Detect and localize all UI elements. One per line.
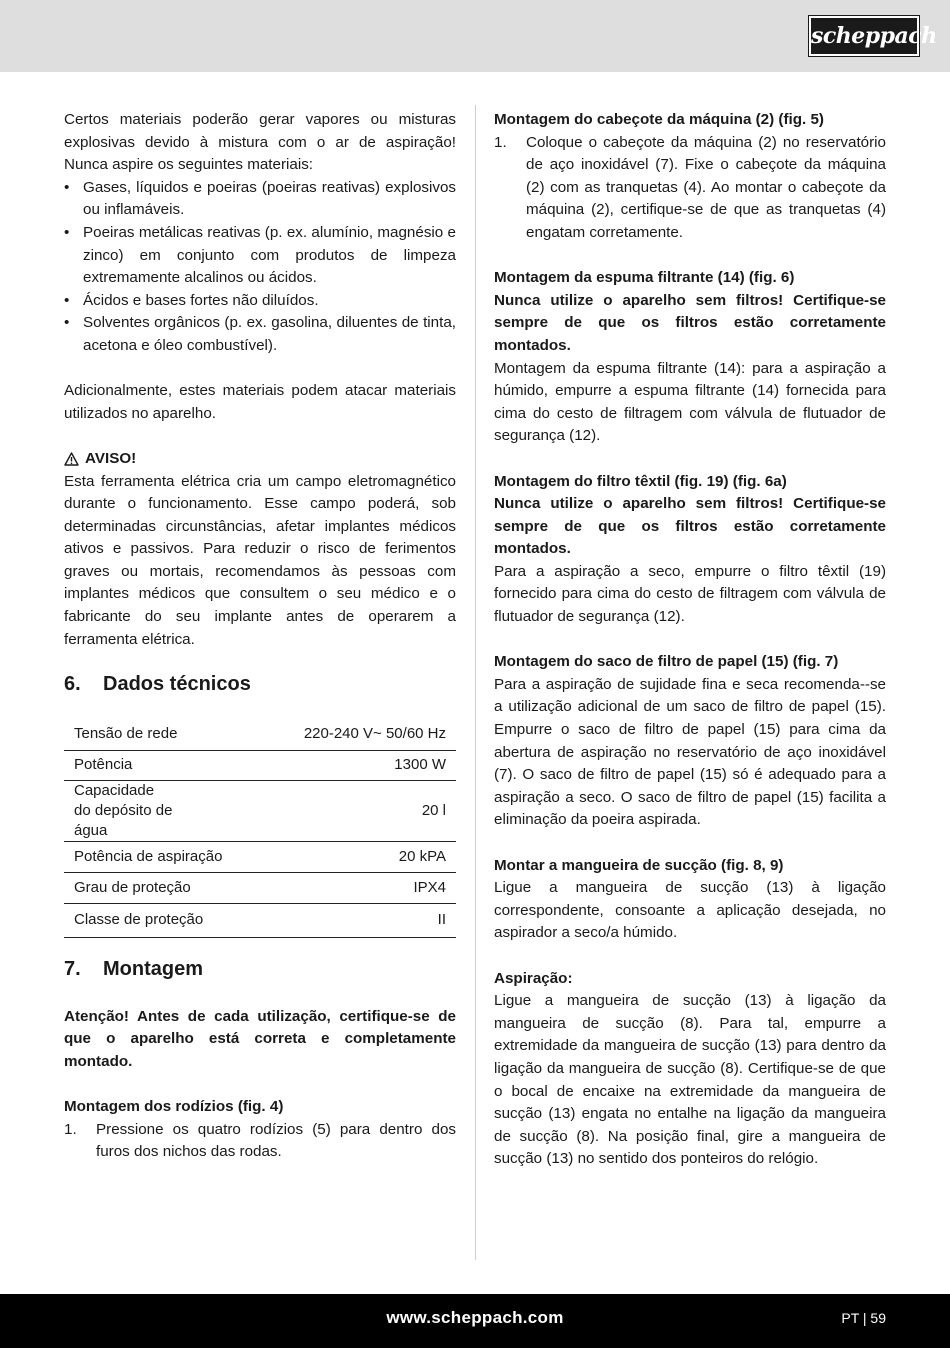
spec-label: Potência de aspiração [64,841,294,872]
spec-value: 220-240 V~ 50/60 Hz [294,718,456,750]
section-title: Montagem [103,958,203,981]
hose-heading: Montar a mangueira de sucção (fig. 8, 9) [494,856,784,874]
spec-table [64,718,456,938]
foam-heading: Montagem da espuma filtrante (14) (fig. 6) [494,269,795,287]
list-item [494,132,886,245]
spec-label: Potência [64,750,294,780]
hose-text: Ligue a mangueira de sucção (13) à ligação correspondente, consoante a aplicação desejada, no aspirador a seco/a húmido. [494,879,886,942]
right-column [494,109,886,1171]
website-link[interactable]: www.scheppach.com [386,1308,564,1327]
spec-label: Tensão de rede [64,718,294,750]
step-text: Pressione os quatro rodízios (5) para dentro dos furos dos nichos das rodas. [96,1120,456,1161]
suction-text: Ligue a mangueira de sucção (13) à ligação da mangueira de sucção (8). Para tal, empurre a extremidade da mangueira de sucção (13) para dentro da ligação da mangueira de sucção (8). Certifique-se de que o bocal de encaixe na extremidade da mangueira de sucção (13) engata no entalhe na ligação da mangueira de sucção (8). Na posição final, gire a mangueira de sucção (13) no sentido dos ponteiros do relógio. [494,992,886,1168]
textile-text: Para a aspiração a seco, empurre o filtro têxtil (19) fornecido para cima do cesto de filtragem com válvula de flutuador de segurança (12). [494,562,886,626]
head-heading: Montagem do cabeçote da máquina (2) (fig. 5) [494,111,824,128]
table-row [64,903,456,937]
section-heading-6 [64,670,456,698]
spec-value: 20 l [294,780,456,841]
wheels-steps [64,1119,456,1164]
paper-text: Para a aspiração de sujidade fina e seca recomenda--se a utilização adicional de um saco de filtro de papel (15). Empurre o saco de filtro de papel (15) para cima da abertura de aspiração no reservatório de aço inoxidável (7). O saco de filtro de papel (15) só é adequado para a aspiração a seco. O saco de filtro de papel (15) facilita a eliminação da poeira aspirada. [494,675,886,829]
left-column [64,109,456,1164]
brand-logo: scheppach [809,16,919,56]
table-row [64,718,456,750]
spec-value: IPX4 [294,872,456,903]
spec-value: 1300 W [294,750,456,780]
paper-heading: Montagem do saco de filtro de papel (15) (fig. 7) [494,653,839,671]
table-row [64,750,456,780]
list-item: • Ácidos e bases fortes não diluídos. [64,290,456,313]
step-number: 1. [494,133,507,151]
warning-text: Esta ferramenta elétrica cria um campo eletromagnético durante o funcionamento. Esse campo poderá, sob determinadas circunstâncias, afetar implantes médicos ativos e passivos. Para reduzir o risco de ferimentos graves ou mortais, recomendamos às pessoas com implantes médicos que consultem o seu médico e o fabricante do seu implante antes de operarem a ferramenta elétrica. [64,472,456,648]
table-row [64,841,456,872]
warning-icon [64,452,79,466]
list-item: • Solventes orgânicos (p. ex. gasolina, diluentes de tinta, acetona e óleo combustível). [64,312,456,357]
warning-heading [64,448,456,471]
hazard-list [64,177,456,358]
section-number: 7. [64,958,81,981]
list-item [64,1119,456,1164]
warning-title: AVISO! [85,449,137,467]
list-item: • Poeiras metálicas reativas (p. ex. alumínio, magnésio e zinco) em conjunto com produtos de limpeza extremamente alcalinos ou ácidos. [64,222,456,290]
additional-text: Adicionalmente, estes materiais podem atacar materiais utilizados no aparelho. [64,382,456,422]
table-row [64,780,456,841]
spec-value: II [294,903,456,937]
section-heading-7 [64,956,456,984]
step-text: Coloque o cabeçote da máquina (2) no reservatório de aço inoxidável (7). Fixe o cabeçote da máquina (2) com as tranquetas (4). Ao montar o cabeçote da máquina (2), certifique-se de que as tranquetas (4) engatam corretamente. [526,133,886,241]
foam-text: Montagem da espuma filtrante (14): para a aspiração a húmido, empurre a espuma filtrante (14) fornecida para cima do cesto de filtragem com válvula de flutuador de segurança (12). [494,359,886,445]
foam-warning: Nunca utilize o aparelho sem filtros! Certifique-se sempre de que os filtros estão corretamente montados. [494,291,886,354]
textile-warning: Nunca utilize o aparelho sem filtros! Certifique-se sempre de que os filtros estão corretamente montados. [494,495,886,558]
footer-bar [0,1294,950,1348]
section-title: Dados técnicos [103,672,251,695]
table-row [64,872,456,903]
suction-heading: Aspiração: [494,969,573,987]
textile-heading: Montagem do filtro têxtil (fig. 19) (fig. 6a) [494,472,787,490]
spec-label: Capacidade do depósito de água [64,780,294,841]
page-number: PT | 59 [841,1310,886,1326]
spec-value: 20 kPA [294,841,456,872]
spec-label: Classe de proteção [64,903,294,937]
section-number: 6. [64,672,81,695]
head-steps [494,132,886,245]
header-band [0,0,950,72]
column-divider [475,105,476,1260]
list-item: • Gases, líquidos e poeiras (poeiras reativas) explosivos ou inflamáveis. [64,177,456,222]
intro-text: Certos materiais poderão gerar vapores ou misturas explosivas devido à mistura com o ar de aspiração! Nunca aspire os seguintes materiais: [64,111,456,174]
step-number: 1. [64,1120,77,1138]
wheels-heading: Montagem dos rodízios (fig. 4) [64,1098,284,1116]
spec-label: Grau de proteção [64,872,294,903]
attention-text: Atenção! Antes de cada utilização, certifique-se de que o aparelho está correta e completamente montado. [64,1007,456,1070]
